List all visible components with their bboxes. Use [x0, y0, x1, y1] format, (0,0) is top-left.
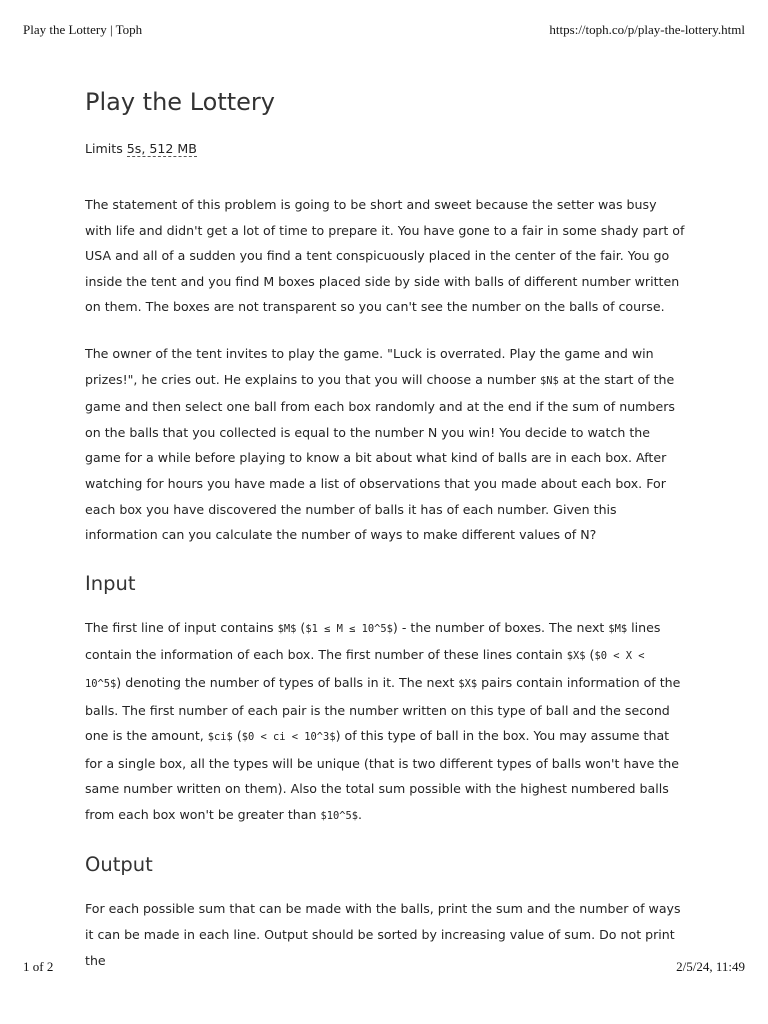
- input-text: (: [585, 647, 595, 663]
- math-sum-limit: $10^5$: [320, 809, 358, 822]
- input-text: The first line of input contains: [85, 619, 278, 635]
- problem-title: Play the Lottery: [85, 88, 275, 116]
- print-header: [23, 22, 745, 40]
- input-paragraph: [85, 615, 685, 830]
- statement-paragraph-2: [85, 341, 685, 548]
- input-text: lines contain the information of each box. The first number of these lines contain: [85, 619, 661, 663]
- input-text: (: [232, 728, 242, 744]
- math-ci: $ci$: [207, 731, 233, 744]
- output-paragraph: For each possible sum that can be made with the balls, print the sum and the number of ways it can be made in each line. Output should be sorted by increasing value of sum. Do not print the: [85, 901, 681, 968]
- limits-value[interactable]: 5s, 512 MB: [126, 141, 197, 156]
- output-heading: Output: [85, 853, 153, 877]
- input-text: ) of this type of ball in the box. You may assume that for a single box, all the types will be unique (that is two different types of balls won't have the same number written on them). Also the total sum possible with the highest numbered balls from each box won't be greater than: [85, 728, 679, 822]
- print-footer: [23, 959, 745, 977]
- input-heading: Input: [85, 571, 136, 595]
- print-header-url[interactable]: https://toph.co/p/play-the-lottery.html: [549, 22, 745, 37]
- page-number: 1 of 2: [23, 959, 54, 974]
- math-m: $M$: [277, 622, 297, 635]
- input-text: (: [296, 619, 306, 635]
- input-text: pairs contain information of the balls. The first number of each pair is the number written on this type of ball and the second one is the amount,: [85, 674, 681, 744]
- statement-p2-text-b: at the start of the game and then select one ball from each box randomly and at the end if the sum of numbers on the balls that you collected is equal to the number N you win! You decide to watch the game for a while before playing to know a bit about what kind of balls are in each box. After watching for hours you have made a list of observations that you made about each box. For each box you have discovered the number of balls it has of each number. Given this information can you calculate the number of ways to make different values of N?: [85, 371, 675, 543]
- math-n: $N$: [540, 374, 559, 387]
- print-header-title: Play the Lottery | Toph: [23, 22, 143, 37]
- limits-label: Limits: [85, 141, 123, 156]
- math-x: $X$: [458, 677, 478, 690]
- statement-paragraph-1: The statement of this problem is going to be short and sweet because the setter was busy with life and didn't get a lot of time to prepare it. You have gone to a fair in some shady part of USA and all of a sudden you find a tent conspicuously placed in the center of the fair. You go inside the tent and you find M boxes placed side by side with balls of different number written on them. The boxes are not transparent so you can't see the number on the balls of course.: [85, 197, 685, 315]
- input-text: ) - the number of boxes. The next: [392, 619, 609, 635]
- math-x-constraint: $0 < X < 10^5$: [85, 650, 645, 690]
- math-x: $X$: [566, 650, 586, 663]
- statement-p2-text-a: The owner of the tent invites to play the game. "Luck is overrated. Play the game and win prizes!", he cries out. He explains to you that you will choose a number: [85, 345, 654, 387]
- math-ci-constraint: $0 < ci < 10^3$: [241, 731, 336, 744]
- print-datetime: 2/5/24, 11:49: [676, 959, 745, 974]
- input-text: .: [357, 806, 362, 822]
- input-text: ) denoting the number of types of balls in it. The next: [116, 674, 459, 690]
- problem-content: [85, 86, 685, 994]
- math-m-constraint: $1 ≤ M ≤ 10^5$: [305, 622, 393, 635]
- problem-limits: [85, 136, 685, 192]
- math-m: $M$: [608, 622, 628, 635]
